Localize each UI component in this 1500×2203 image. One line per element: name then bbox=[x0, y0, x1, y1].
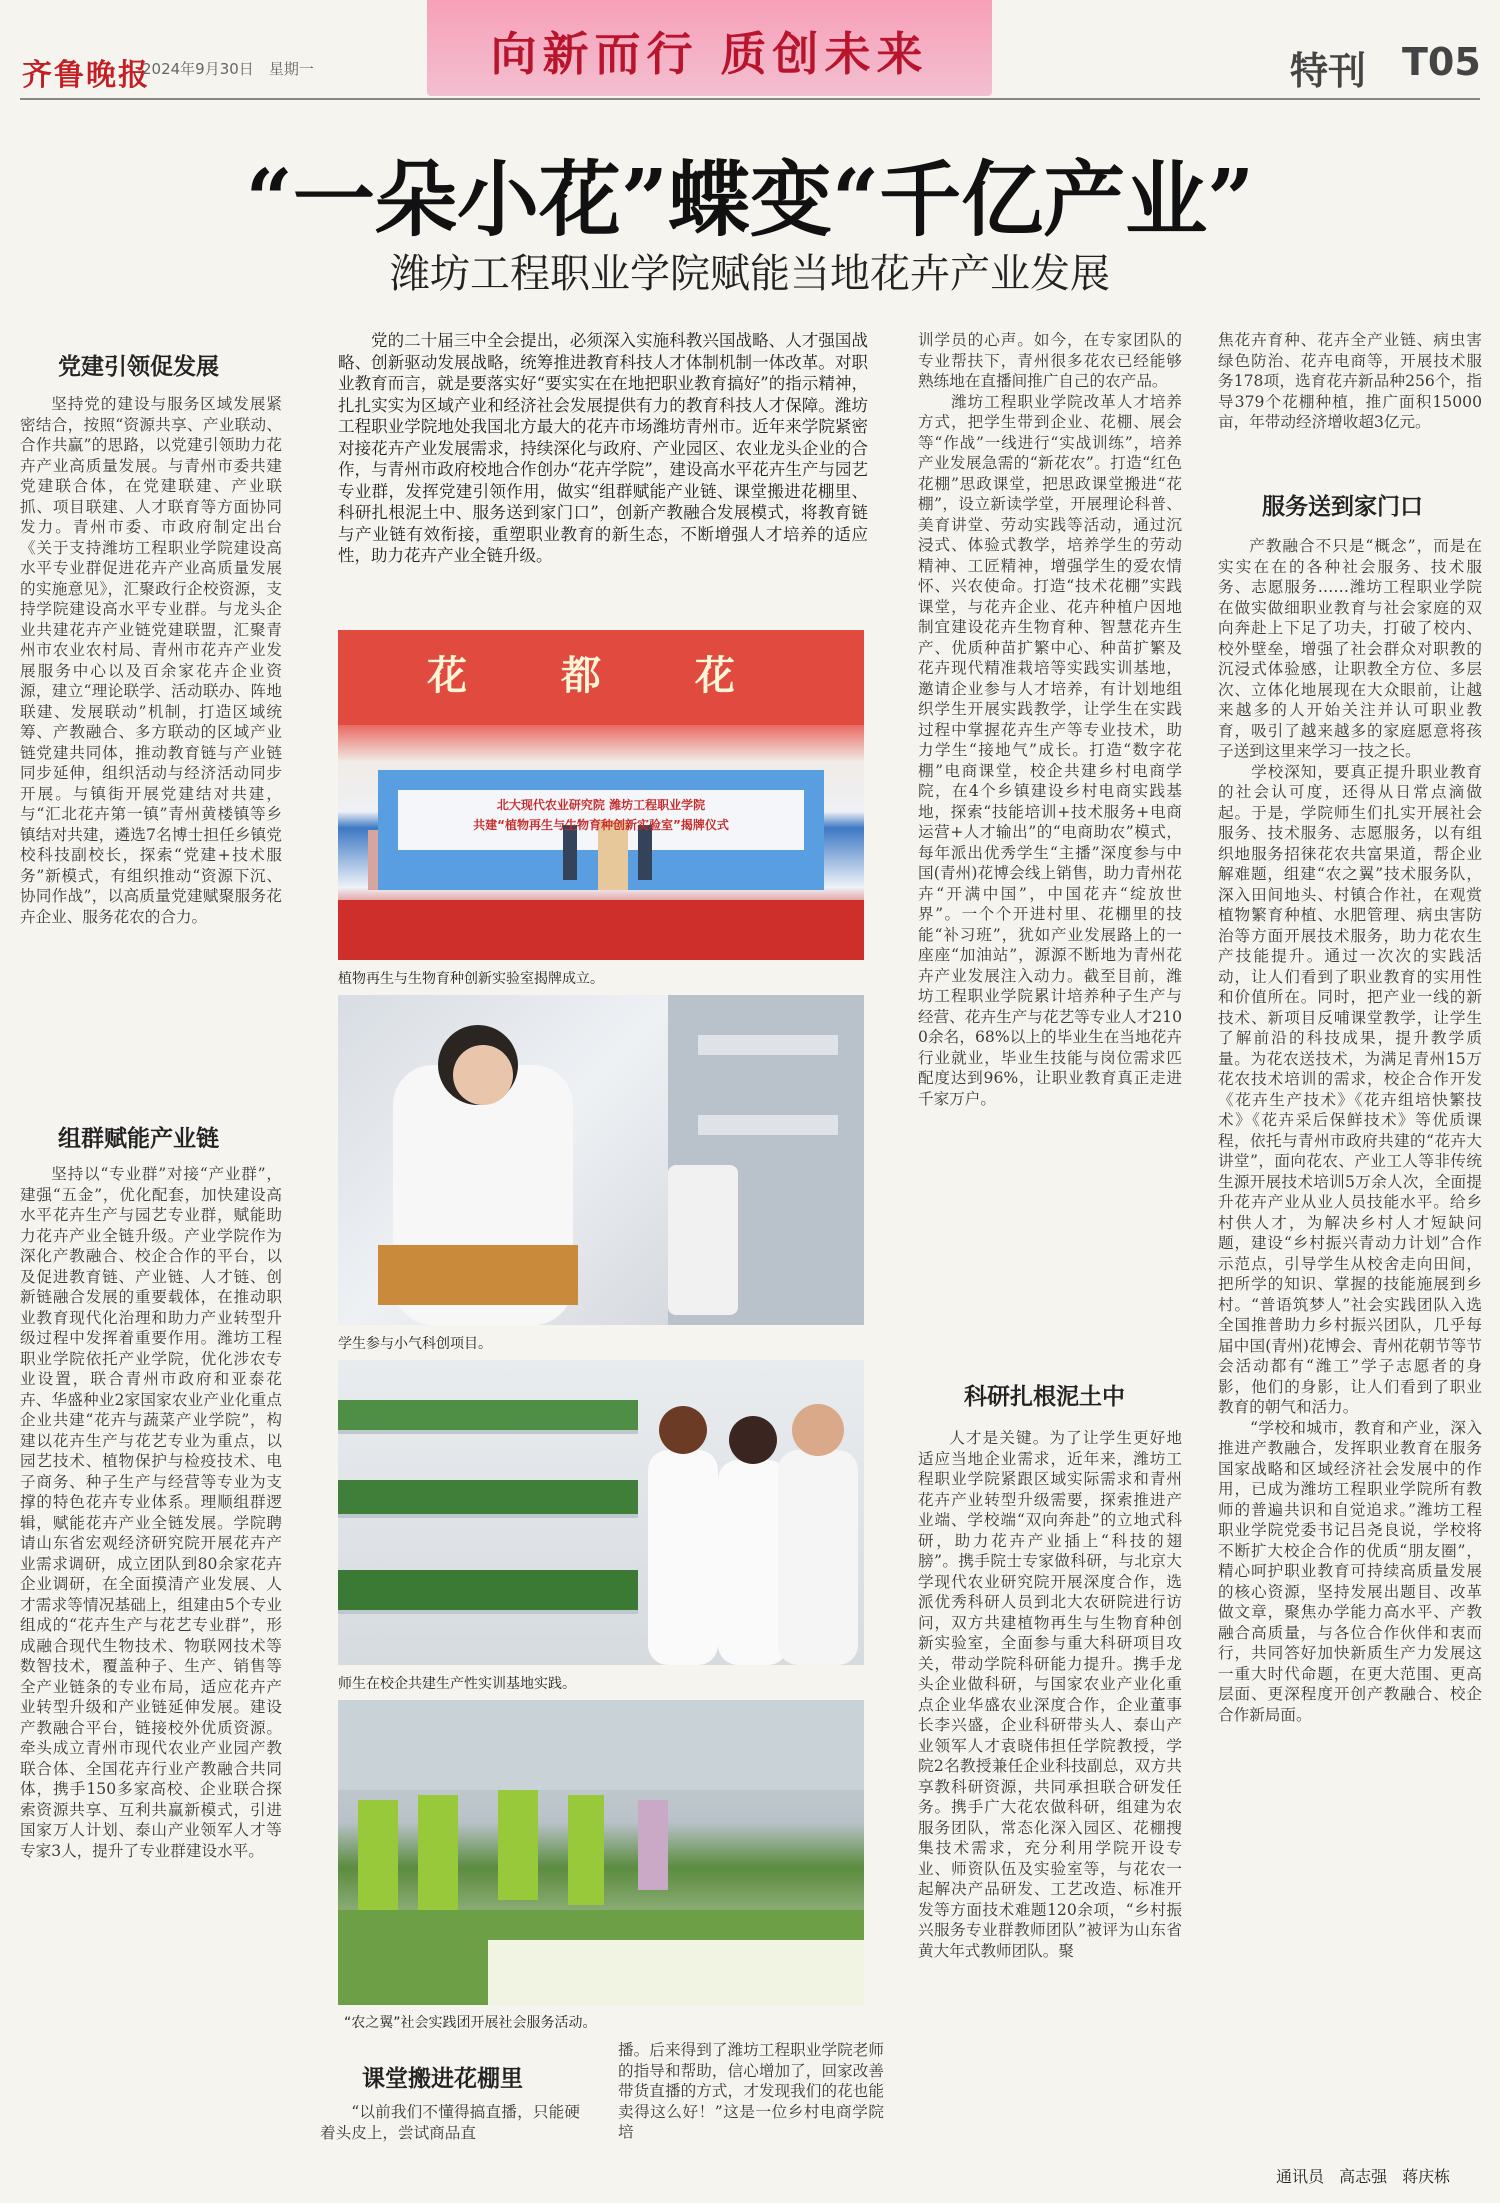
photo-greenhouse bbox=[338, 1360, 864, 1665]
screen-line-2: 共建“植物再生与生物育种创新实验室”揭牌仪式 bbox=[473, 818, 729, 832]
section-heading-classroom: 课堂搬进花棚里 bbox=[362, 2066, 523, 2092]
weekday-text: 星期一 bbox=[268, 60, 314, 78]
section-heading-party: 党建引领促发展 bbox=[58, 354, 219, 380]
photo-caption-4: “农之翼”社会实践团开展社会服务活动。 bbox=[344, 2015, 597, 2031]
issue-date bbox=[142, 58, 314, 79]
service-illustration bbox=[338, 1700, 864, 2005]
greenhouse-illustration bbox=[338, 1360, 864, 1665]
top-rule bbox=[20, 98, 1480, 100]
masthead-logo: 齐鲁晚报 bbox=[22, 58, 150, 93]
photo-ceremony bbox=[338, 630, 864, 960]
col4-text-b: 产教融合不只是“概念”，而是在实实在在的各种社会服务、技术服务、志愿服务……潍坊工程职业学院在做实做细职业教育与社会家庭的双向奔赴上下足了功夫，打破了校内、校外壁垒，增强了社会群众对职教的沉浸式体验感，让职教全方位、多层次、立体化地展现在大众眼前，让越来越多的人开始关注并认可职业教育，吸引了越来越多的家庭愿意将孩子送到这里来学习一技之长。 学校深知，要真正提升职业教育的社会认可度，还得从日常点滴做起。于是，学院师生们扎实开展社会服务、技术服务、志愿服务，以有组织地服务招徕花农共富果道，帮企业解难题，组建“农之翼”技术服务队，深入田间地头、村镇合作社，在观赏植物繁育种植、水肥管理、病虫害防治等方面开展技术服务，助力花农生产技能提升。通过一次次的实践活动，让人们看到了职业教育的实用性和价值所在。同时，把产业一线的新技术、新项目反哺课堂教学，让学生了解前沿的科技成果，提升教学质量。为花农送技术，为满足青州15万花农技术培训的需求，校企合作开发《花卉生产技术》《花卉组培快繁技术》《花卉采后保鲜技术》等优质课程，依托与青州市政府共建的“花卉大讲堂”，面向花农、产业工人等非传统生源开展技术培训5万余人次，全面提升花卉产业从业人员技能水平。给乡村供人才，为解决乡村人才短缺问题，建设“乡村振兴青动力计划”合作示范点，引导学生从校舍走向田间，把所学的知识、掌握的技能施展到乡村。“普语筑梦人”社会实践团队入选全国推普助力乡村振兴团队，几乎每届中国(青州)花博会、青州花朝节等节会活动都有“潍工”学子志愿者的身影，他们的身影，让人们看到了职业教育的朝气和活力。 “学校和城市，教育和产业，深入推进产教融合，发挥职业教育在服务国家战略和区域经济社会发展中的作用，已成为潍坊工程职业学院所有教师的普遍共识和自觉追求。”潍坊工程职业学院党委书记吕尧良说，学校将不断扩大校企合作的优质“朋友圈”，精心呵护职业教育可持续高质量发展的核心资源，坚持发展出题目、改革做文章，聚焦办学能力高水平、产教融合高质量，与各位合作伙伴和衷而行，共同答好加快新质生产力发展这一重大时代命题，在更大范围、更高层面、更深程度开创产教融合、校企合作新局面。 bbox=[1218, 537, 1482, 1724]
page-number: T05 bbox=[1402, 40, 1481, 84]
screen-line-1: 北大现代农业研究院 潍坊工程职业学院 bbox=[496, 798, 706, 812]
col2-bottom-a: “以前我们不懂得搞直播，只能硬着头皮上，尝试商品直 bbox=[320, 2103, 580, 2142]
section-heading-group: 组群赋能产业链 bbox=[58, 1126, 219, 1152]
stage-title: 花 都 花 bbox=[427, 652, 775, 699]
photo-caption-2: 学生参与小气科创项目。 bbox=[338, 1336, 492, 1352]
col1-text-a: 坚持党的建设与服务区域发展紧密结合，按照“资源共享、产业联动、合作共赢”的思路，以党建引领助力花卉产业高质量发展。与青州市委共建党建联合体，在党建联建、产业联抓、项目联建、人才联育等方面协同发力。青州市委、市政府制定出台《关于支持潍坊工程职业学院建设高水平专业群促进花卉产业高质量发展的实施意见》，汇聚政行企校资源，支持学院建设高水平专业群。与龙头企业共建花卉产业链党建联盟，汇聚青州市农业农村局、青州市花卉产业发展服务中心以及百余家花卉企业资源，建立“理论联学、活动联办、阵地联建、发展联动”机制，打造区域统筹、产教融合、多方联动的区域产业链党建共同体，推动教育链与产业链同步延伸，组织活动与经济活动同步开展。与镇街开展党建结对共建，与“汇北花卉第一镇”青州黄楼镇等乡镇结对共建，遴选7名博士担任乡镇党校科技副校长，探索“党建+技术服务”新模式，有组织推动“资源下沉、协同作战”，以高质量党建赋聚服务花卉企业、服务花农的合力。 bbox=[20, 395, 282, 926]
byline: 通讯员 高志强 蒋庆栋 bbox=[1276, 2167, 1451, 2186]
col1-text-b: 坚持以“专业群”对接“产业群”，建强“五金”，优化配套，加快建设高水平花卉生产与园艺专业群，赋能助力花卉产业全链升级。产业学院作为深化产教融合、校企合作的平台，以及促进教育链、产业链、人才链、创新链融合发展的重要载体，在推动职业教育现代化治理和助力产业转型升级过程中发挥着重要作用。潍坊工程职业学院依托产业学院，优化涉农专业设置，联合青州市政府和亚泰花卉、华盛种业2家国家农业产业化重点企业共建“花卉与蔬菜产业学院”，构建以花卉生产与花艺专业为重点，以园艺技术、植物保护与检疫技术、电子商务、种子生产与经营等专业为支撑的特色花卉专业体系。理顺组群逻辑，赋能花卉产业全链发展。学院聘请山东省宏观经济研究院开展花卉产业需求调研，成立团队到80余家花卉企业调研，在全面摸清产业发展、人才需求等情况基础上，组建由5个专业组成的“花卉生产与花艺专业群”，形成融合现代生物技术、物联网技术等数智技术，覆盖种子、生产、销售等全产业链条的专业布局，适应花卉产业转型升级和产业链延伸发展。建设产教融合平台，链接校外优质资源。牵头成立青州市现代农业产业园产教联合体、全国花卉行业产教融合共同体，携手150多家高校、企业联合探索资源共享、互利共赢新模式，引进国家万人计划、泰山产业领军人才等专家3人，提升了专业群建设水平。 bbox=[20, 1165, 282, 1860]
banner bbox=[427, 0, 992, 96]
section-heading-service: 服务送到家门口 bbox=[1262, 494, 1423, 520]
lab-illustration bbox=[338, 995, 864, 1325]
col4-text-a: 焦花卉育种、花卉全产业链、病虫害绿色防治、花卉电商等，开展技术服务178项，选育花卉新品种256个，指导379个花棚种植，推广面积15000亩，年带动经济增收超3亿元。 bbox=[1218, 331, 1482, 431]
col3-text-b: 人才是关键。为了让学生更好地适应当地企业需求，近年来，潍坊工程职业学院紧跟区域实际需求和青州花卉产业转型升级需要，探索推进产业端、学校端“双向奔赴”的立地式科研，助力花卉产业插上“科技的翅膀”。携手院士专家做科研，与北京大学现代农业研究院开展深度合作，选派优秀科研人员到北大农研院进行访问，双方共建植物再生与生物育种创新实验室，全面参与重大科研项目攻关，带动学院科研能力提升。携手龙头企业做科研，与国家农业产业化重点企业华盛农业深度合作，企业董事长李兴盛，企业科研带头人、泰山产业领军人才袁晓伟担任学院教授，学院2名教授兼任企业科技副总，双方共享教科研资源，共同承担联合研发任务。携手广大花农做科研，组建为农服务团队，常态化深入园区、花棚搜集技术需求，充分利用学院开设专业、师资队伍及实验室等，与花农一起解决产品研发、工艺改造、标准开发等方面技术难题120余项，“乡村振兴服务专业群教师团队”被评为山东省黄大年式教师团队。聚 bbox=[918, 1429, 1182, 1960]
subheadline: 潍坊工程职业学院赋能当地花卉产业发展 bbox=[390, 251, 1110, 297]
photo-service bbox=[338, 1700, 864, 2005]
lead-paragraph: 党的二十届三中全会提出，必须深入实施科教兴国战略、人才强国战略、创新驱动发展战略，统筹推进教育科技人才体制机制一体改革。对职业教育而言，就是要落实好“要实实在在地把职业教育搞好”的指示精神，扎扎实实为区域产业和经济社会发展提供有力的教育科技人才保障。潍坊工程职业学院地处我国北方最大的花卉市场潍坊青州市。近年来学院紧密对接花卉产业发展需求，持续深化与政府、产业园区、农业龙头企业的合作，与青州市政府校地合作创办“花卉学院”，建设高水平花卉生产与园艺专业群，发挥党建引领作用，做实“组群赋能产业链、课堂搬进花棚里、科研扎根泥土中、服务送到家门口”，创新产教融合发展模式，将教育链与产业链有效衔接，重塑职业教育的新生态，不断增强人才培养的适应性，助力花卉产业全链升级。 bbox=[338, 331, 868, 565]
photo-caption-3: 师生在校企共建生产性实训基地实践。 bbox=[338, 1676, 576, 1692]
headline: “一朵小花”蝶变“千亿产业” bbox=[245, 152, 1255, 248]
col2-bottom-b: 播。后来得到了潍坊工程职业学院老师的指导和帮助，信心增加了，回家改善带货直播的方式，才发现我们的花也能卖得这么好！”这是一位乡村电商学院培 bbox=[618, 2041, 884, 2141]
date-text: 2024年9月30日 bbox=[142, 60, 254, 78]
photo-caption-1: 植物再生与生物育种创新实验室揭牌成立。 bbox=[338, 971, 604, 987]
section-heading-research: 科研扎根泥土中 bbox=[964, 1384, 1125, 1410]
banner-text: 向新而行 质创未来 bbox=[490, 27, 929, 81]
col3-text-a: 训学员的心声。如今，在专家团队的专业帮扶下，青州很多花农已经能够熟练地在直播间推广自己的农产品。 潍坊工程职业学院改革人才培养方式，把学生带到企业、花棚、展会等“作战”一线进行“实战训练”，培养产业发展急需的“新花农”。打造“红色花棚”思政课堂，把思政课堂搬进“花棚”，设立新读学堂，开展理论科普、美育讲堂、劳动实践等活动，通过沉浸式、体验式教学，培养学生的劳动精神、工匠精神，增强学生的爱农情怀、兴农使命。打造“技术花棚”实践课堂，与花卉企业、花卉种植户因地制宜建设花卉生物育种、智慧花卉生产、优质种苗扩繁中心、种苗扩繁及花卉现代精准栽培等实践实训基地，邀请企业参与人才培养，有计划地组织学生开展实践教学，让学生在实践过程中掌握花卉生产等专业技术，助力学生“接地气”成长。打造“数字花棚”电商课堂，校企共建乡村电商学院，在4个乡镇建设乡村电商实践基地，探索“技能培训+技术服务+电商运营+人才输出”的“电商助农”模式，每年派出优秀学生“主播”深度参与中国(青州)花博会线上销售，助力青州花卉“开满中国”，中国花卉“绽放世界”。一个个开进村里、花棚里的技能“补习班”，犹如产业发展路上的一座座“加油站”，源源不断地为青州花卉产业发展注入动力。截至目前，潍坊工程职业学院累计培养种子生产与经营、花卉生产与花艺等专业人才2100余名，68%以上的毕业生在当地花卉行业就业，毕业生技能与岗位需求匹配度达到96%，让职业教育真正走进千家万户。 bbox=[918, 331, 1182, 1108]
section-label: 特刊 bbox=[1290, 49, 1367, 93]
photo-lab bbox=[338, 995, 864, 1325]
